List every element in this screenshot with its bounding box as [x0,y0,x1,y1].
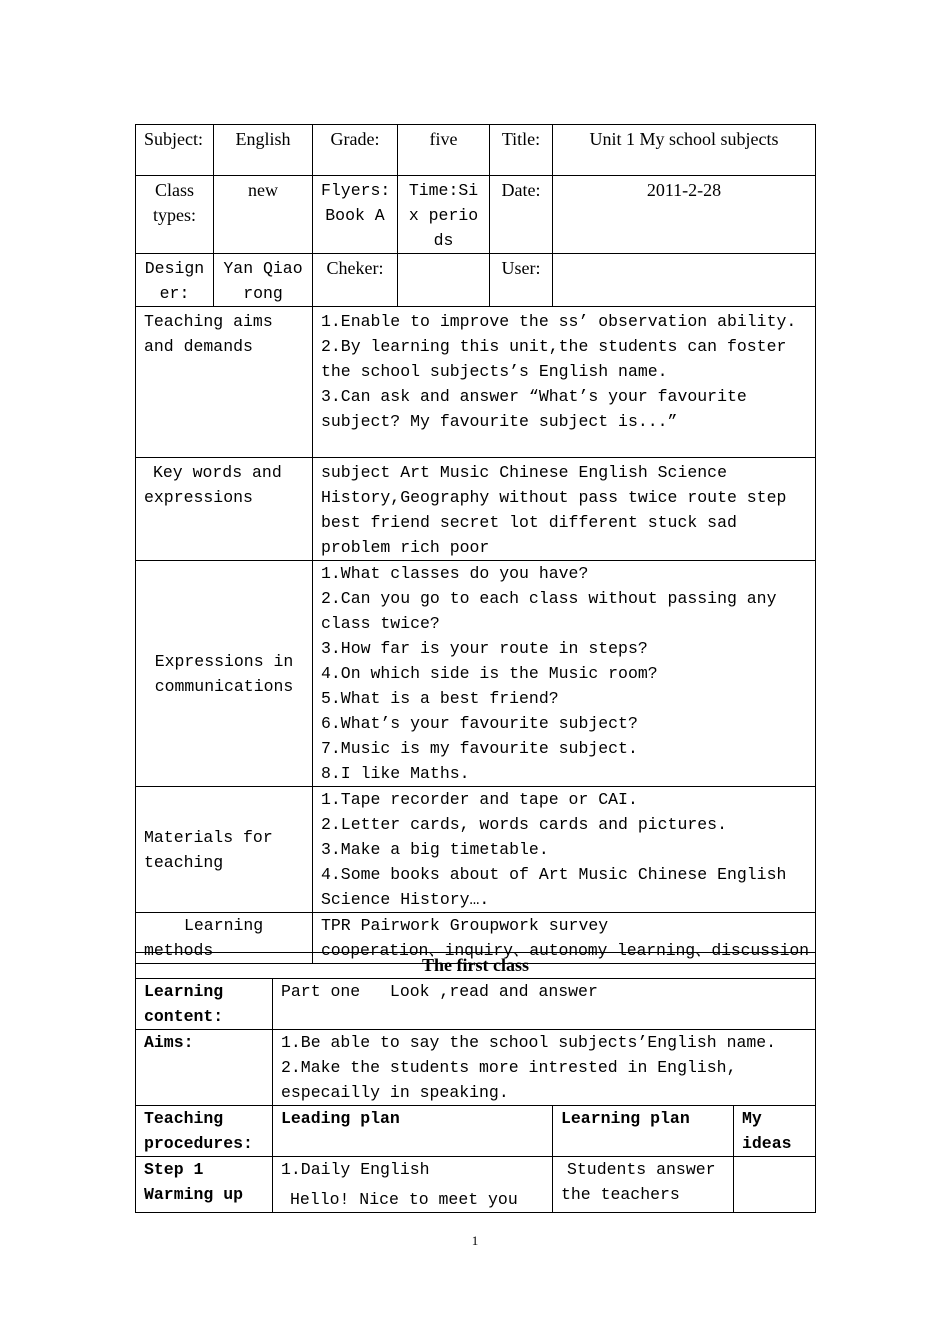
first-class-heading-row [136,953,816,979]
grade-label: Grade: [313,125,398,176]
date-value: 2011-2-28 [553,176,816,254]
user-label: User: [490,254,553,307]
teaching-aim-item: 2.By learning this unit,the students can foster the school subjects’s English name. [321,337,787,381]
expression-item: 7.Music is my favourite subject. [321,739,638,758]
header-row-subject [136,125,816,176]
class-types-label: Class types: [136,176,214,254]
procedures-label: Teaching procedures: [136,1106,273,1157]
step1-row [136,1157,816,1213]
learning-content-row [136,979,816,1030]
teaching-aim-item: 3.Can ask and answer “What’s your favourite subject? My favourite subject is...” [321,387,747,431]
aim-item: 1.Be able to say the school subjects’English name. [281,1033,777,1052]
expression-item: 4.On which side is the Music room? [321,664,658,683]
learning-methods-line: TPR Pairwork Groupwork survey [321,916,609,935]
my-ideas-label: My ideas [734,1106,816,1157]
procedures-header-row [136,1106,816,1157]
aims-label: Aims: [136,1030,273,1106]
expression-item: 1.What classes do you have? [321,564,589,583]
step1-my-ideas [734,1157,816,1213]
designer-value: Yan Qiaorong [214,254,313,307]
step1-leading-line: 1.Daily English [281,1160,430,1179]
lesson-header-table [135,124,816,964]
learning-content-value: Part one Look ,read and answer [273,979,816,1030]
user-value [553,254,816,307]
designer-label: Designer: [136,254,214,307]
expression-item: 5.What is a best friend? [321,689,559,708]
expression-item: 6.What’s your favourite subject? [321,714,638,733]
material-item: 1.Tape recorder and tape or CAI. [321,790,638,809]
key-words-row [136,458,816,561]
title-value: Unit 1 My school subjects [553,125,816,176]
expressions-content [313,561,816,787]
teaching-aims-label: Teaching aims and demands [136,307,313,458]
page-number: 1 [471,1233,479,1248]
teaching-aim-item: 1.Enable to improve the ss’ observation ability. [321,312,797,331]
teaching-aims-row [136,307,816,458]
first-class-heading: The first class [136,953,816,979]
date-label: Date: [490,176,553,254]
book-value: Flyers: Book A [313,176,398,254]
checker-value [398,254,490,307]
materials-content [313,787,816,913]
step1-learning-plan: Students answer the teachers [553,1157,734,1213]
header-row-class-types [136,176,816,254]
subject-label: Subject: [136,125,214,176]
learning-methods-label: Learning methods [136,913,313,964]
key-words-content: subject Art Music Chinese English Science History,Geography without pass twice route step best friend secret lot different stuck sad problem rich poor [313,458,816,561]
teaching-aims-content [313,307,816,458]
expressions-row [136,561,816,787]
material-item: 3.Make a big timetable. [321,840,549,859]
aims-content [273,1030,816,1106]
header-row-designer [136,254,816,307]
step1-leading-plan [273,1157,553,1213]
learning-content-label: Learning content: [136,979,273,1030]
expression-item: 2.Can you go to each class without passing any class twice? [321,589,777,633]
subject-value: English [214,125,313,176]
first-class-table [135,952,816,1213]
aims-row [136,1030,816,1106]
title-label: Title: [490,125,553,176]
materials-label: Materials for teaching [136,787,313,913]
expressions-label: Expressions in communications [136,561,313,787]
step1-label: Step 1 Warming up [136,1157,273,1213]
expression-item: 3.How far is your route in steps? [321,639,648,658]
materials-row [136,787,816,913]
time-value: Time:Six periods [398,176,490,254]
material-item: 4.Some books about of Art Music Chinese English Science History…. [321,865,787,909]
class-types-value: new [214,176,313,254]
expression-item: 8.I like Maths. [321,764,470,783]
key-words-label: Key words and expressions [136,458,313,561]
checker-label: Cheker: [313,254,398,307]
learning-methods-line: cooperation、inquiry、autonomy learning、discussion [321,941,809,960]
leading-plan-label: Leading plan [273,1106,553,1157]
step1-leading-line: Hello! Nice to meet you [290,1190,518,1209]
material-item: 2.Letter cards, words cards and pictures. [321,815,727,834]
aim-item: 2.Make the students more intrested in English, especailly in speaking. [281,1058,737,1102]
grade-value: five [398,125,490,176]
learning-plan-label: Learning plan [553,1106,734,1157]
